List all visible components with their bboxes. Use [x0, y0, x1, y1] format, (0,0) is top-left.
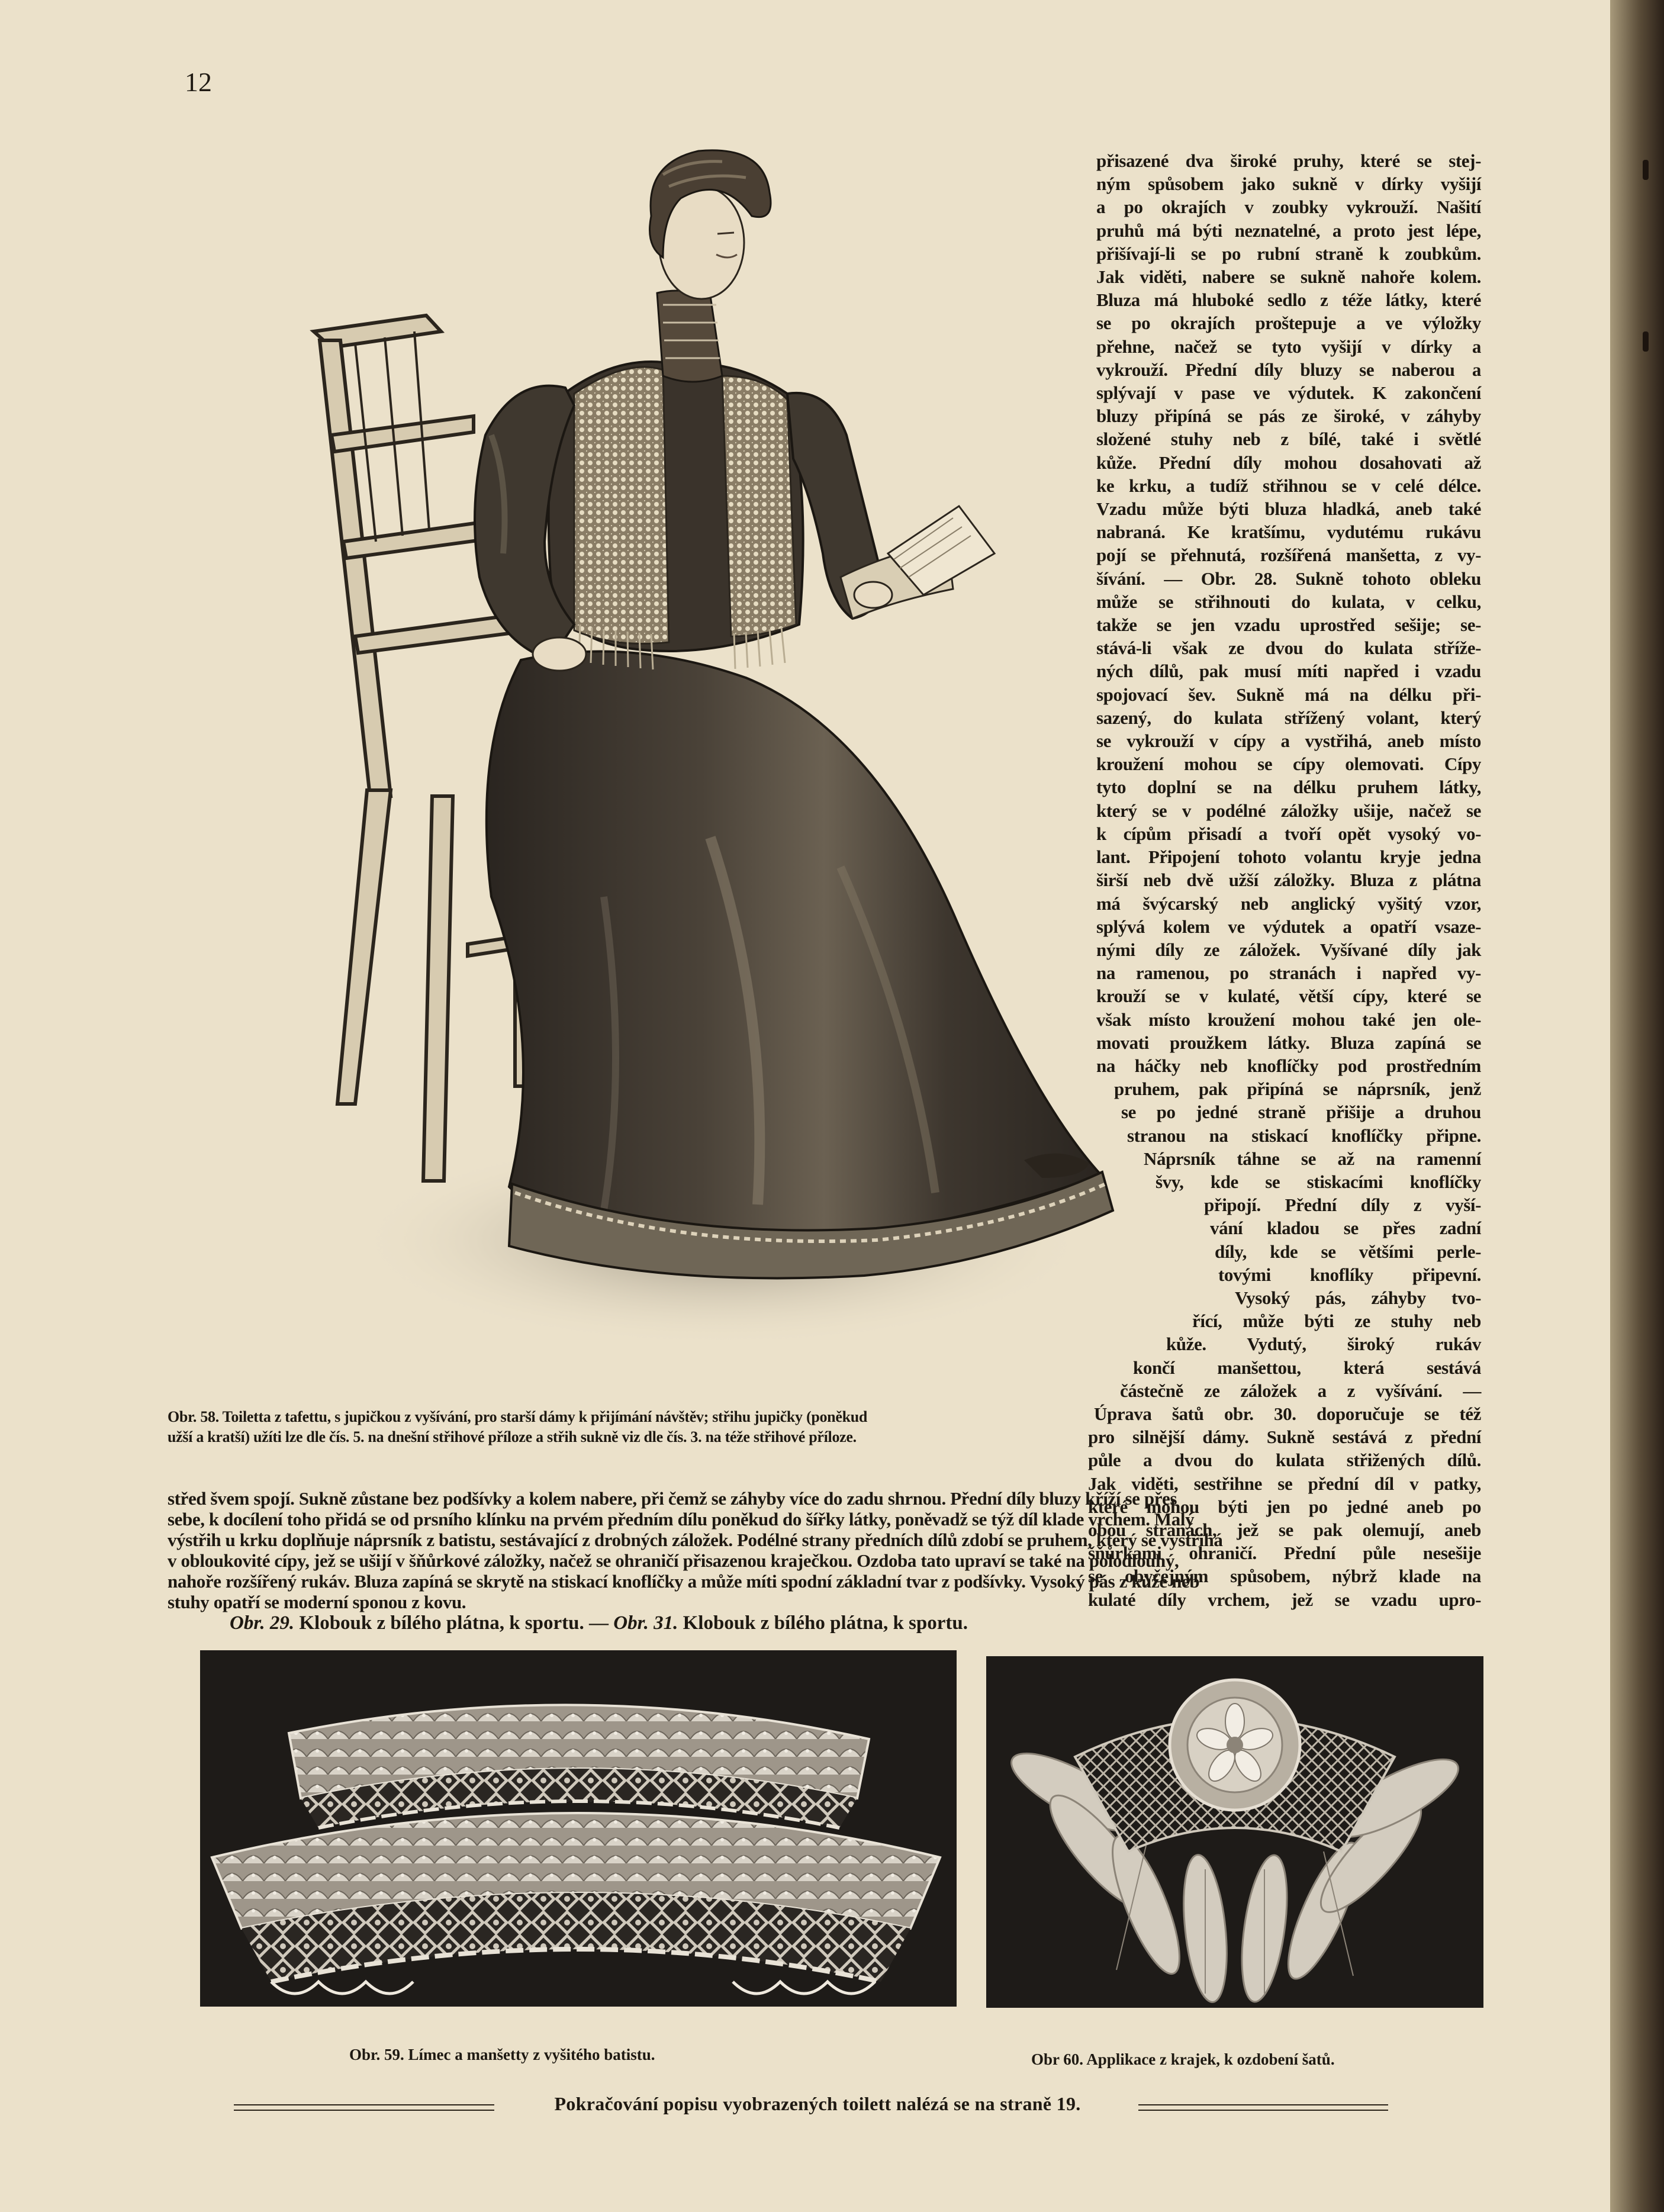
- text-line: Vysoký pás, záhyby tvo-: [1235, 1287, 1481, 1308]
- text-line: pruhem, pak připíná se náprsník, jenž: [1114, 1078, 1481, 1100]
- footer-rule-right: [1138, 2104, 1388, 2111]
- text-line: přišívají-li se po rubní straně k zoubkům.: [1096, 243, 1481, 264]
- text-line: vykrouží. Přední díly bluzy se naberou a: [1096, 359, 1481, 380]
- text-line: se po jedné straně přišije a druhou: [1121, 1102, 1481, 1123]
- caption-line: užší a kratší) užíti lze dle čís. 5. na dnešní střihové příloze a střih sukně viz dle čís. 3. na téže střihové příloze.: [168, 1428, 857, 1445]
- text-line: kulaté díly vrchem, jež se vzadu upro-: [1088, 1589, 1481, 1610]
- text-line: tovými knoflíky připevní.: [1218, 1264, 1481, 1285]
- text-line: který se v podélné záložky ušije, načež se: [1096, 800, 1481, 821]
- text-line: k cípům přisadí a tvoří opět vysoký vo-: [1096, 823, 1481, 844]
- fashion-illustration-seated-lady: [296, 127, 1219, 1376]
- text-line: Bluza má hluboké sedlo z téže látky, které: [1096, 289, 1481, 311]
- text-line: Jak viděti, nabere se sukně nahoře kolem.: [1096, 266, 1481, 288]
- text-line: movati proužkem látky. Bluza zapíná se: [1096, 1032, 1481, 1053]
- text-line: na ramenou, po stranách i napřed vy-: [1096, 962, 1481, 984]
- text-line: a po okrajích v zoubky vykrouží. Našití: [1096, 197, 1481, 218]
- text-line: které mohou býti jen po jedné aneb po: [1088, 1496, 1481, 1517]
- text-line: připojí. Přední díly z vyší-: [1204, 1194, 1481, 1216]
- page-number: 12: [185, 67, 212, 97]
- text-line: splývá kolem ve výdutek a opatří vsaze-: [1096, 916, 1481, 937]
- article-text-wide: [168, 1488, 1470, 1612]
- binding-mark: [1643, 160, 1649, 180]
- text-line: v obloukovité cípy, jež se ušijí v šňůrkové záložky, načež se ohraničí přisazenou kraječkou. Ozdoba tato upraví se také na polodlouhý,: [168, 1550, 1179, 1571]
- binding-mark: [1643, 331, 1649, 352]
- figure-label: Obr. 29.: [230, 1612, 295, 1634]
- text-line: splývají v pase ve výdutek. K zakončení: [1096, 382, 1481, 404]
- text-line: obou stranách, jež se pak olemují, aneb: [1088, 1519, 1481, 1540]
- text-line: přehne, načež se tyto vyšijí v dírky a: [1096, 336, 1481, 357]
- lace-applique-photo: [986, 1656, 1483, 2008]
- figure-caption-60: Obr 60. Applikace z krajek, k ozdobení šatů.: [1031, 2050, 1335, 2068]
- footer-note: Pokračování popisu vyobrazených toilett nalézá se na straně 19.: [554, 2093, 1081, 2114]
- text-line: vání kladou se přes zadní: [1210, 1218, 1481, 1239]
- text-line: nahoře rozšířený rukáv. Bluza zapíná se skrytě na stiskací knoflíčky a může míti spodní základní tvar z podšívky. Vysoký pás z kůže neb: [168, 1571, 1200, 1592]
- text-line: sazený, do kulata střížený volant, který: [1096, 707, 1481, 728]
- text-line: Náprsník táhne se až na ramenní: [1144, 1148, 1481, 1169]
- text-line: částečně ze záložek a z vyšívání. —: [1120, 1380, 1481, 1401]
- text-line: ných dílů, pak musí míti napřed i vzadu: [1096, 661, 1481, 682]
- text-line: spojovací šev. Sukně má na délku při-: [1096, 684, 1481, 705]
- lace-collar-photo: [200, 1650, 957, 2007]
- text-line: šňůrkami ohraničí. Přední půle nesešije: [1088, 1543, 1481, 1564]
- text-line: Vzadu může býti bluza hladká, aneb také: [1096, 498, 1481, 520]
- footer-rule-left: [234, 2104, 494, 2111]
- figure-reference-29-31: [230, 1611, 1094, 1635]
- text-line: stranou na stiskací knoflíčky připne.: [1127, 1125, 1481, 1146]
- text-line: výstřih u krku doplňuje náprsník z batistu, sestávající z drobných záložek. Podélné strany předních dílů zdobí se pruhem, který se vystřihá: [168, 1530, 1223, 1550]
- text-line: kroužení mohou se cípy olemovati. Cípy: [1096, 754, 1481, 775]
- text-line: pruhů má býti neznatelné, a proto jest lépe,: [1096, 220, 1481, 241]
- figure-caption-59: Obr. 59. Límec a manšetty z vyšitého batistu.: [349, 2046, 655, 2063]
- article-text-right-column: [1088, 149, 1481, 1611]
- text-line: díly, kde se většími perle-: [1215, 1241, 1481, 1262]
- text-line: ným spůsobem jako sukně v dírky vyšijí: [1096, 173, 1481, 195]
- text-line: šívání. — Obr. 28. Sukně tohoto obleku: [1096, 568, 1481, 589]
- text-line: může se střihnouti do kulata, v celku,: [1096, 591, 1481, 612]
- text-line: širší neb dvě užší záložky. Bluza z plátna: [1096, 870, 1481, 891]
- text-line: se po okrajích proštepuje a ve výložky: [1096, 313, 1481, 334]
- text-line: pojí se přehnutá, rozšířená manšetta, z vy-: [1096, 545, 1481, 566]
- text-line: krouží se v kulaté, větší cípy, které se: [1096, 986, 1481, 1007]
- text-line: nabraná. Ke kratšímu, vydutému rukávu: [1096, 521, 1481, 543]
- text-line: řící, může býti ze stuhy neb: [1192, 1311, 1481, 1332]
- text-line: má švýcarský neb anglický vyšitý vzor,: [1096, 893, 1481, 914]
- text-line: tyto doplní se na délku pruhem látky,: [1096, 777, 1481, 798]
- text-line: se vykrouží v cípy a vystřihá, aneb místo: [1096, 730, 1481, 752]
- book-binding-edge: [1610, 0, 1664, 2212]
- text-line: takže se jen vzadu uprostřed sešije; se-: [1096, 614, 1481, 636]
- figure-text: Klobouk z bílého plátna, k sportu. —: [299, 1612, 609, 1634]
- text-line: nými díly ze záložek. Vyšívané díly jak: [1096, 939, 1481, 960]
- text-line: stává-li však ze dvou do kulata stříže-: [1096, 637, 1481, 659]
- text-line: se obyčejným spůsobem, nýbrž klade na: [1088, 1566, 1481, 1587]
- text-line: ke krku, a tudíž střihnou se v celé délce.: [1096, 475, 1481, 496]
- page-footer: [234, 2093, 1388, 2118]
- caption-line: Obr. 58. Toiletta z tafettu, s jupičkou z vyšívání, pro starší dámy k přijímání návštěv; střihu jupičky (poněkud: [168, 1408, 868, 1425]
- text-line: bluzy připíná se pás ze široké, v záhyby: [1096, 405, 1481, 427]
- text-line: sebe, k docílení toho přidá se od prsního klínku na prvém předním dílu poněkud do šířky látky, poněvadž se týž díl klade vrchem. Malý: [168, 1509, 1195, 1530]
- figure-label: Obr. 31.: [613, 1612, 678, 1634]
- text-line: Úprava šatů obr. 30. doporučuje se též: [1094, 1403, 1481, 1424]
- text-line: však místo kroužení mohou také jen ole-: [1096, 1009, 1481, 1030]
- text-line: střed švem spojí. Sukně zůstane bez podšívky a kolem nabere, při čemž se záhyby více do zadu shrnou. Přední díly bluzy kříží se přes: [168, 1488, 1177, 1509]
- text-line: půle a dvou do kulata střižených dílů.: [1088, 1450, 1481, 1471]
- text-line: stuhy opatří se moderní sponou z kovu.: [168, 1592, 466, 1612]
- text-line: Jak viděti, sestřihne se přední díl v patky,: [1088, 1473, 1481, 1494]
- text-line: končí manšettou, která sestává: [1133, 1357, 1481, 1378]
- text-line: kůže. Vydutý, široký rukáv: [1166, 1334, 1481, 1355]
- text-line: přisazené dva široké pruhy, které se stej-: [1096, 150, 1481, 171]
- text-line: kůže. Přední díly mohou dosahovati až: [1096, 452, 1481, 473]
- figure-text: Klobouk z bílého plátna, k sportu.: [683, 1612, 968, 1634]
- text-line: lant. Připojení tohoto volantu kryje jedna: [1096, 846, 1481, 868]
- text-line: složené stuhy neb z bílé, také i světlé: [1096, 429, 1481, 450]
- text-line: švy, kde se stiskacími knoflíčky: [1156, 1171, 1481, 1192]
- text-line: pro silnější dámy. Sukně sestává z přední: [1088, 1427, 1481, 1448]
- text-line: na háčky neb knoflíčky pod prostředním: [1096, 1055, 1481, 1076]
- figure-caption-58: [168, 1407, 1067, 1447]
